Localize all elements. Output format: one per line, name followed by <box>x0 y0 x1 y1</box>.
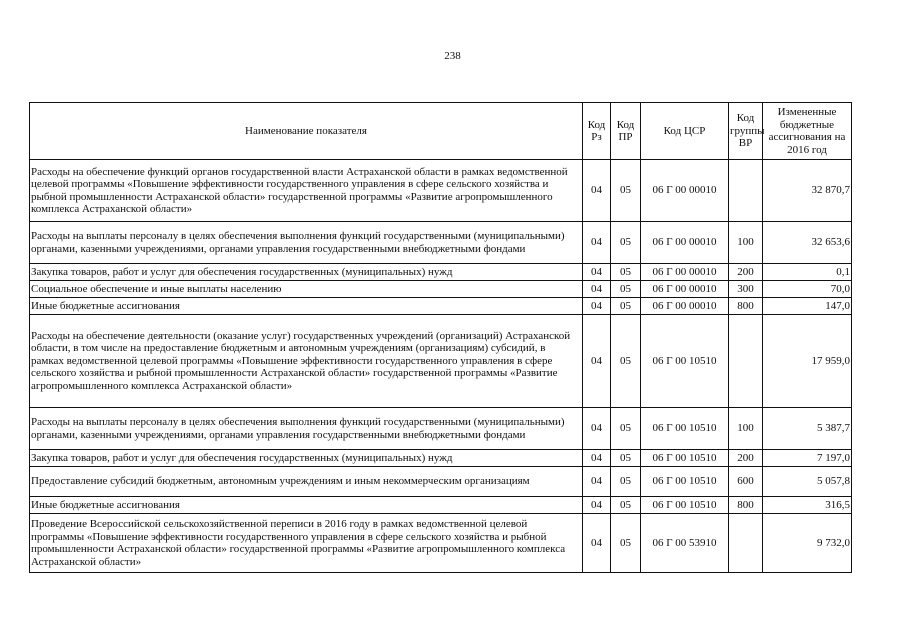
table-row <box>30 408 852 450</box>
row-vr-cell <box>729 160 763 222</box>
row-csr-cell: 06 Г 00 00010 <box>641 160 729 222</box>
row-name-cell: Закупка товаров, работ и услуг для обеспечения государственных (муниципальных) нужд <box>30 264 583 281</box>
row-pr-cell: 05 <box>611 315 641 408</box>
row-rz-cell: 04 <box>583 408 611 450</box>
table-row <box>30 497 852 514</box>
row-vr-cell: 200 <box>729 450 763 467</box>
row-vr-cell: 200 <box>729 264 763 281</box>
row-rz-cell: 04 <box>583 222 611 264</box>
row-sum-cell: 5 057,8 <box>763 467 852 497</box>
row-name-cell: Расходы на обеспечение деятельности (оказание услуг) государственных учреждений (организаций) Астраханской области, в том числе на предоставление бюджетным и автономным учреждениям (организациям) субсидий, в рамках ведомственной целевой программы «Повышение эффективности государственного управления в сфере сельского хозяйства и рыбной промышленности Астраханской области» государственной программы «Развитие агропромышленного комплекса Астраханской области» <box>30 315 583 408</box>
row-sum-cell: 70,0 <box>763 281 852 298</box>
table-row <box>30 467 852 497</box>
table-row <box>30 450 852 467</box>
header-name: Наименование показателя <box>30 103 583 160</box>
row-csr-cell: 06 Г 00 10510 <box>641 467 729 497</box>
row-rz-cell: 04 <box>583 450 611 467</box>
row-vr-cell: 800 <box>729 497 763 514</box>
row-rz-cell: 04 <box>583 298 611 315</box>
table-row <box>30 315 852 408</box>
row-pr-cell: 05 <box>611 281 641 298</box>
row-vr-cell: 600 <box>729 467 763 497</box>
table-row <box>30 514 852 573</box>
row-csr-cell: 06 Г 00 00010 <box>641 222 729 264</box>
row-rz-cell: 04 <box>583 514 611 573</box>
row-csr-cell: 06 Г 00 10510 <box>641 497 729 514</box>
row-vr-cell <box>729 514 763 573</box>
row-csr-cell: 06 Г 00 10510 <box>641 315 729 408</box>
header-rz: Код Рз <box>583 103 611 160</box>
row-sum-cell: 17 959,0 <box>763 315 852 408</box>
row-name-cell: Расходы на обеспечение функций органов государственной власти Астраханской области в рамках ведомственной целевой программы «Повышение эффективности государственного управления в сфере сельского хозяйства и рыбной промышленности Астраханской области» государственной программы «Развитие агропромышленного комплекса Астраханской области» <box>30 160 583 222</box>
row-pr-cell: 05 <box>611 264 641 281</box>
row-name-cell: Социальное обеспечение и иные выплаты населению <box>30 281 583 298</box>
header-pr: Код ПР <box>611 103 641 160</box>
row-sum-cell: 0,1 <box>763 264 852 281</box>
row-vr-cell: 100 <box>729 408 763 450</box>
row-sum-cell: 32 870,7 <box>763 160 852 222</box>
budget-table <box>29 102 852 573</box>
table-row <box>30 160 852 222</box>
row-name-cell: Иные бюджетные ассигнования <box>30 497 583 514</box>
table-row <box>30 264 852 281</box>
row-rz-cell: 04 <box>583 497 611 514</box>
table-row <box>30 281 852 298</box>
row-sum-cell: 147,0 <box>763 298 852 315</box>
row-name-cell: Закупка товаров, работ и услуг для обеспечения государственных (муниципальных) нужд <box>30 450 583 467</box>
header-sum: Измененные бюджетные ассигнования на 2016 год <box>763 103 852 160</box>
row-rz-cell: 04 <box>583 315 611 408</box>
row-csr-cell: 06 Г 00 00010 <box>641 298 729 315</box>
table-row <box>30 222 852 264</box>
row-name-cell: Расходы на выплаты персоналу в целях обеспечения выполнения функций государственными (муниципальными) органами, казенными учреждениями, органами управления государственными внебюджетными фондами <box>30 408 583 450</box>
row-rz-cell: 04 <box>583 467 611 497</box>
row-rz-cell: 04 <box>583 281 611 298</box>
row-csr-cell: 06 Г 00 00010 <box>641 281 729 298</box>
row-vr-cell: 800 <box>729 298 763 315</box>
row-vr-cell: 300 <box>729 281 763 298</box>
row-pr-cell: 05 <box>611 450 641 467</box>
page-number: 238 <box>444 50 461 62</box>
row-pr-cell: 05 <box>611 160 641 222</box>
row-sum-cell: 32 653,6 <box>763 222 852 264</box>
row-pr-cell: 05 <box>611 467 641 497</box>
row-pr-cell: 05 <box>611 408 641 450</box>
table-header-row <box>30 103 852 160</box>
row-name-cell: Расходы на выплаты персоналу в целях обеспечения выполнения функций государственными (муниципальными) органами, казенными учреждениями, органами управления государственными внебюджетными фондами <box>30 222 583 264</box>
row-sum-cell: 316,5 <box>763 497 852 514</box>
row-csr-cell: 06 Г 00 53910 <box>641 514 729 573</box>
row-sum-cell: 7 197,0 <box>763 450 852 467</box>
row-csr-cell: 06 Г 00 10510 <box>641 450 729 467</box>
row-csr-cell: 06 Г 00 10510 <box>641 408 729 450</box>
row-sum-cell: 9 732,0 <box>763 514 852 573</box>
row-name-cell: Иные бюджетные ассигнования <box>30 298 583 315</box>
row-vr-cell: 100 <box>729 222 763 264</box>
row-pr-cell: 05 <box>611 497 641 514</box>
row-vr-cell <box>729 315 763 408</box>
row-csr-cell: 06 Г 00 00010 <box>641 264 729 281</box>
table-body <box>30 160 852 573</box>
table-row <box>30 298 852 315</box>
row-rz-cell: 04 <box>583 160 611 222</box>
row-sum-cell: 5 387,7 <box>763 408 852 450</box>
row-name-cell: Проведение Всероссийской сельскохозяйственной переписи в 2016 году в рамках ведомственной целевой программы «Повышение эффективности государственного управления в сфере сельского хозяйства и рыбной промышленности Астраханской области» государственной программы «Развитие агропромышленного комплекса Астраханской области» <box>30 514 583 573</box>
row-pr-cell: 05 <box>611 298 641 315</box>
header-vr: Код группы ВР <box>729 103 763 160</box>
row-rz-cell: 04 <box>583 264 611 281</box>
row-pr-cell: 05 <box>611 514 641 573</box>
row-pr-cell: 05 <box>611 222 641 264</box>
header-csr: Код ЦСР <box>641 103 729 160</box>
row-name-cell: Предоставление субсидий бюджетным, автономным учреждениям и иным некоммерческим организациям <box>30 467 583 497</box>
